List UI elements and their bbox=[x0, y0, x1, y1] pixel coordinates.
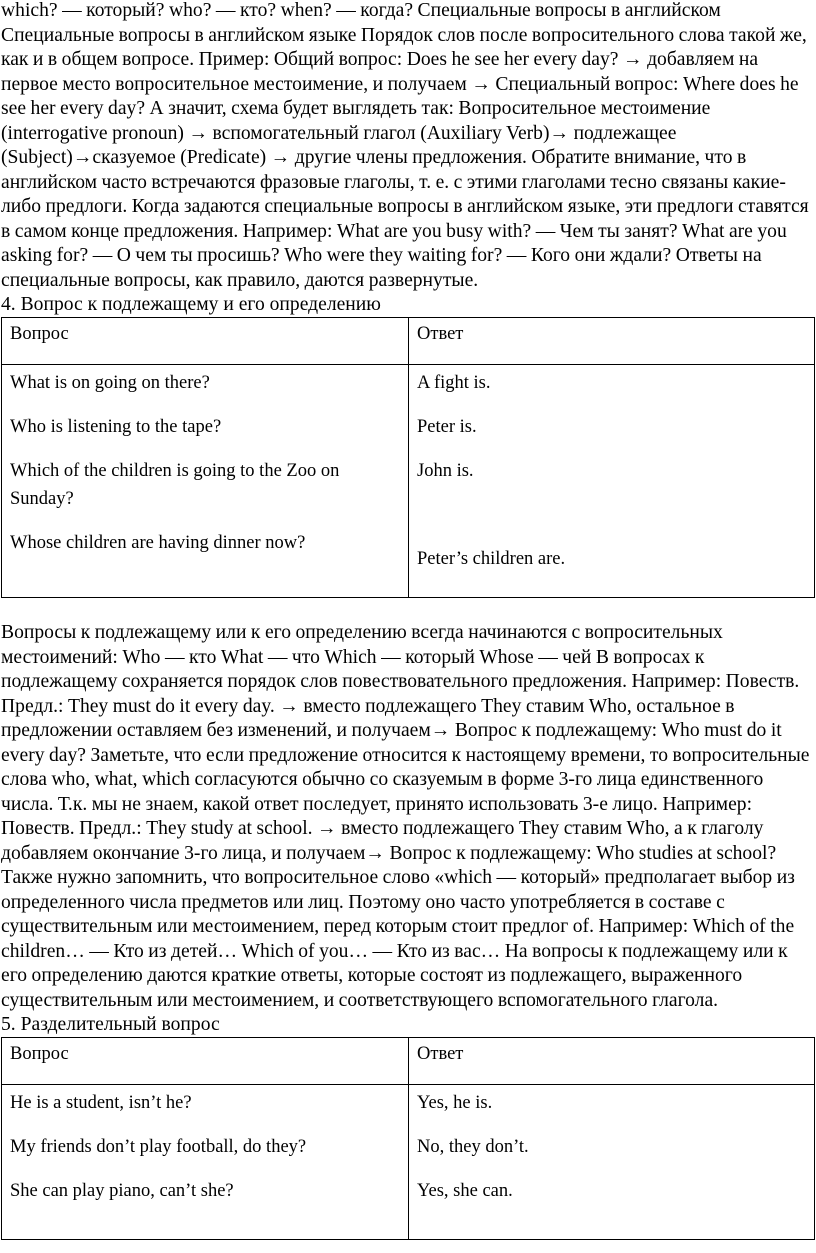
answer-item: Peter is. bbox=[417, 417, 477, 437]
intro-paragraph: which? — который? who? — кто? when? — когда? Специальные вопросы в английском Специальные вопросы в английском языке Порядок слов после вопросительного слова такой же, как и в общем вопросе. Пример: Общий вопрос: Does he see her every day? → добавляем на первое место вопросительное местоимение, и получаем → Специальный вопрос: Where does he see her every day? А значит, схема будет выглядеть так: Вопросительное местоимение (interrogative pronoun) → вспомогательный глагол (Auxiliary Verb)→ подлежащее (Subject)→сказуемое (Predicate) → другие члены предложения. Обратите внимание, что в английском часто встречаются фразовые глаголы, т. е. с этими глаголами тесно связаны какие-либо предлоги. Когда задаются специальные вопросы в английском языке, эти предлоги ставятся в самом конце предложения. Например: What are you busy with? — Чем ты занят? What are you asking for? — О чем ты просишь? Who were they waiting for? — Кого они ждали? Ответы на специальные вопросы, как правило, даются развернутые. bbox=[1, 0, 809, 291]
table-row bbox=[2, 365, 815, 598]
question-item: My friends don’t play football, do they? bbox=[10, 1137, 307, 1157]
answer-item: Yes, he is. bbox=[417, 1093, 493, 1113]
answer-item: John is. bbox=[417, 461, 474, 481]
answer-item: Yes, she can. bbox=[417, 1181, 513, 1201]
table-header-row bbox=[2, 1038, 815, 1085]
question-item: He is a student, isn’t he? bbox=[10, 1093, 192, 1113]
tag-question-table bbox=[1, 1037, 815, 1240]
question-item: What is on going on there? bbox=[10, 373, 210, 393]
section-5-heading: 5. Разделительный вопрос bbox=[1, 1014, 220, 1035]
section-4-heading: 4. Вопрос к подлежащему и его определению bbox=[1, 294, 381, 315]
answer-item: A fight is. bbox=[417, 373, 491, 393]
question-item: Whose children are having dinner now? bbox=[10, 533, 306, 553]
answer-item: No, they don’t. bbox=[417, 1137, 529, 1157]
table-header-row bbox=[2, 318, 815, 365]
answers-cell bbox=[409, 1085, 815, 1240]
section-4-paragraph: Вопросы к подлежащему или к его определению всегда начинаются с вопросительных местоимений: Who — кто What — что Which — который Whose — чей В вопросах к подлежащему сохраняется порядок слов повествовательного предложения. Например: Повеств. Предл.: They must do it every day. → вместо подлежащего They ставим Who, остальное в предложении оставляем без изменений, и получаем→ Вопрос к подлежащему: Who must do it every day? Заметьте, что если предложение относится к настоящему времени, то вопросительные слова who, what, which согласуются обычно со сказуемым в форме 3-го лица единственного числа. Т.к. мы не знаем, какой ответ последует, принято использовать 3-е лицо. Например: Повеств. Предл.: They study at school. → вместо подлежащего They ставим Who, а к глаголу добавляем окончание 3-го лица, и получаем→ Вопрос к подлежащему: Who studies at school? Также нужно запомнить, что вопросительное слово «which — который» предполагает выбор из определенного числа предметов или лиц. Поэтому оно часто употребляется в составе с существительным или местоимением, перед которым стоит предлог of. Например: Which of the children… — Кто из детей… Which of you… — Кто из вас… На вопросы к подлежащему или к его определению даются краткие ответы, которые состоят из подлежащего, выраженного существительным или местоимением, и соответствующего вспомогательного глагола. bbox=[1, 622, 810, 1011]
question-item: Who is listening to the tape? bbox=[10, 417, 222, 437]
header-answer: Ответ bbox=[409, 1038, 815, 1085]
questions-cell bbox=[2, 365, 409, 598]
questions-cell bbox=[2, 1085, 409, 1240]
header-answer: Ответ bbox=[409, 318, 815, 365]
question-item: She can play piano, can’t she? bbox=[10, 1181, 234, 1201]
header-question: Вопрос bbox=[2, 318, 409, 365]
question-item: Which of the children is going to the Zoo on Sunday? bbox=[10, 461, 340, 509]
subject-question-table bbox=[1, 317, 815, 598]
table-row bbox=[2, 1085, 815, 1240]
answer-item: Peter’s children are. bbox=[417, 549, 566, 569]
header-question: Вопрос bbox=[2, 1038, 409, 1085]
answers-cell bbox=[409, 365, 815, 598]
